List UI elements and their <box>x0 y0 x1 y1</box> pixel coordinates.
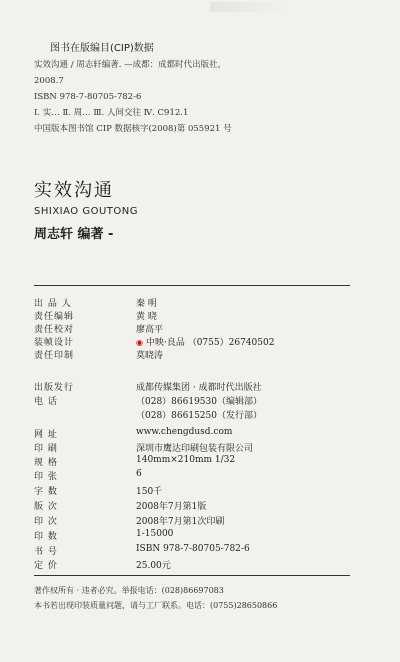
pub-value: ISBN 978-7-80705-782-6 <box>136 544 250 554</box>
pub-value: www.chengdusd.com <box>136 427 233 437</box>
pub-label: 规 格 <box>34 458 58 468</box>
cip-line: 2008.7 <box>34 76 64 86</box>
pub-value: （028）86619530（编辑部） <box>136 397 262 407</box>
pub-label: 网 址 <box>34 430 58 440</box>
pub-label: 印 刷 <box>34 444 58 454</box>
pub-label: 定 价 <box>34 561 58 571</box>
cip-block <box>34 57 232 137</box>
pub-value: （028）86615250（发行部） <box>136 411 262 421</box>
divider-top <box>34 285 350 286</box>
pub-label: 字 数 <box>34 487 58 497</box>
credit-label: 责任校对 <box>34 325 75 335</box>
credit-label: 责任印制 <box>34 351 75 361</box>
book-title: 实效沟通 <box>34 180 114 201</box>
footer-quality: 本书若出现印装质量问题，请与工厂联系。电话：(0755)28650866 <box>34 601 278 610</box>
pub-value: 深圳市鹰达印刷包装有限公司 <box>136 444 254 454</box>
pub-label: 版 次 <box>34 502 58 512</box>
pub-label: 印 张 <box>34 472 58 482</box>
footer-copyright: 著作权所有 · 违者必究。举报电话：(028)86697083 <box>34 586 224 595</box>
credit-label: 装帧设计 <box>34 338 75 348</box>
cip-isbn: ISBN 978-7-80705-782-6 <box>34 92 142 102</box>
divider-bottom <box>34 575 350 576</box>
pub-value: 6 <box>136 469 142 479</box>
pub-value: 2008年7月第1次印刷 <box>136 517 225 527</box>
book-author: 周志轩 编著 - <box>34 227 114 242</box>
credit-label: 出 品 人 <box>34 299 72 309</box>
credit-value-design <box>136 335 274 348</box>
credit-value: 廖高平 <box>136 325 164 335</box>
cip-library: 中国版本图书馆 CIP 数据核字(2008)第 055921 号 <box>34 124 232 134</box>
pub-label: 电 话 <box>34 397 58 407</box>
pub-label: 书 号 <box>34 547 58 557</box>
cip-title: 图书在版编目(CIP)数据 <box>50 43 154 54</box>
credit-value: 莫晓涛 <box>136 351 164 361</box>
pub-label: 印 次 <box>34 517 58 527</box>
pub-value: 25.00元 <box>136 561 171 571</box>
design-studio-logo-icon: ◉ <box>136 338 143 347</box>
credit-label: 责任编辑 <box>34 312 75 322</box>
pub-value: 150千 <box>136 487 163 497</box>
cip-line: 实效沟通 / 周志轩编著. —成都：成都时代出版社， <box>34 60 227 70</box>
pub-value: 2008年7月第1版 <box>136 502 207 512</box>
credit-value: 黄 晓 <box>136 312 157 322</box>
pub-label: 印 数 <box>34 532 58 542</box>
pub-value: 成都传媒集团 · 成都时代出版社 <box>136 383 262 393</box>
book-pinyin: SHIXIAO GOUTONG <box>34 206 138 217</box>
cip-classification: Ⅰ. 实… Ⅱ. 周… Ⅲ. 人间交往 Ⅳ. C912.1 <box>34 108 189 118</box>
pub-value: 140mm×210mm 1/32 <box>136 455 236 465</box>
pub-label: 出版发行 <box>34 383 75 393</box>
credit-value: 秦 明 <box>136 299 157 309</box>
design-studio-text: 中映·良品 （0755）26740502 <box>145 338 275 348</box>
faint-header-mark <box>210 2 290 12</box>
pub-value: 1-15000 <box>136 529 174 539</box>
